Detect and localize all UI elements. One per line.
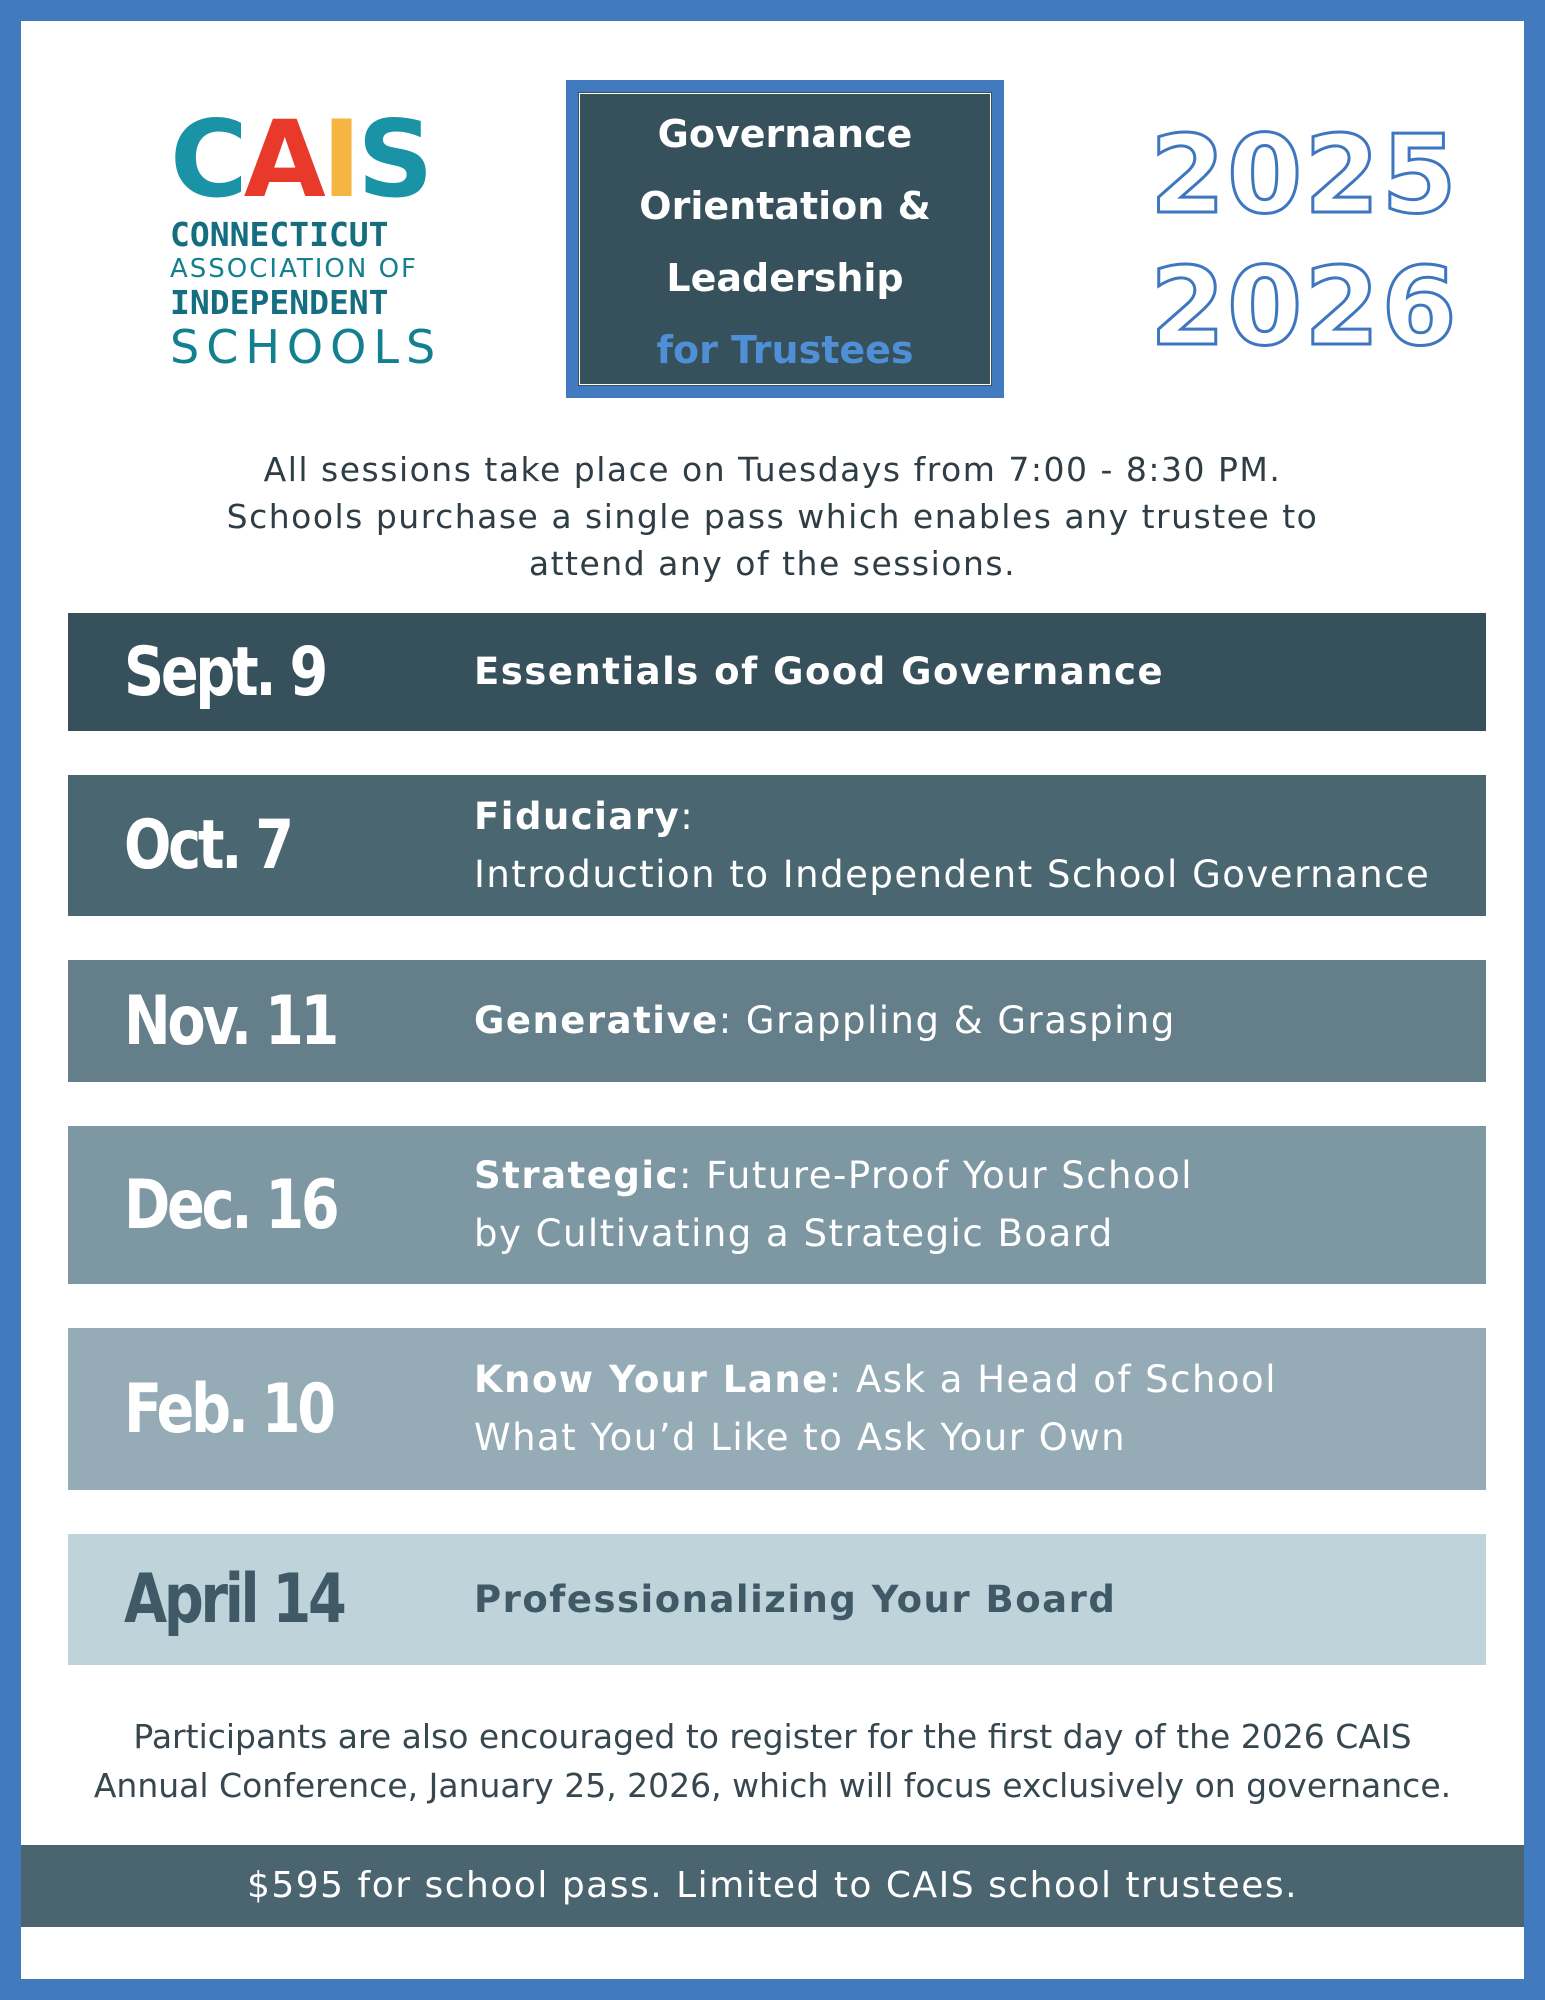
session-topic-line: [474, 992, 1474, 1050]
session-topic: [474, 1126, 1474, 1284]
logo-line-schools: SCHOOLS: [170, 320, 443, 374]
session-topic-line: [474, 1571, 1474, 1629]
session-topic-line: [474, 1351, 1474, 1409]
logo-letter-s: S: [357, 98, 430, 221]
session-row: [68, 1534, 1486, 1665]
session-topic-bold: Fiduciary: [474, 794, 681, 838]
logo-line-association: ASSOCIATION OF: [170, 254, 418, 284]
title-line-1: Governance: [657, 112, 913, 156]
session-date: Sept. 9: [124, 632, 325, 712]
program-years: [1150, 110, 1459, 374]
session-topic-rest: : Grappling & Grasping: [718, 999, 1176, 1042]
intro-line-1: All sessions take place on Tuesdays from 7:00 - 8:30 PM.: [263, 450, 1282, 489]
cais-logo: [170, 98, 450, 374]
session-topic: [474, 960, 1474, 1082]
title-line-2: Orientation &: [639, 184, 931, 228]
session-topic-rest: : Ask a Head of School: [828, 1358, 1277, 1401]
session-date: April 14: [124, 1560, 344, 1639]
session-date: Dec. 16: [124, 1165, 337, 1245]
closing-text: [40, 1712, 1505, 1810]
closing-line-1: Participants are also encouraged to register for the first day of the 2026 CAIS: [133, 1717, 1412, 1756]
session-topic-bold: Professionalizing Your Board: [474, 1577, 1117, 1621]
session-row: [68, 613, 1486, 731]
session-topic: [474, 613, 1474, 731]
session-topic-bold: Generative: [474, 999, 719, 1042]
session-topic-line: [474, 846, 1474, 904]
closing-line-2: Annual Conference, January 25, 2026, which will focus exclusively on governance.: [93, 1766, 1452, 1805]
intro-text: [120, 446, 1425, 587]
session-topic: [474, 1534, 1474, 1665]
logo-letter-a: A: [243, 98, 322, 221]
year-start: 2025: [1150, 113, 1459, 238]
logo-line-independent: INDEPENDENT: [170, 283, 389, 322]
year-end: 2026: [1150, 245, 1459, 370]
session-topic-rest: : Future-Proof Your School: [678, 1154, 1194, 1197]
session-topic-bold: Know Your Lane: [474, 1358, 829, 1401]
logo-line-connecticut: CONNECTICUT: [170, 215, 389, 254]
session-topic-rest: :: [680, 794, 695, 838]
session-topic-line: [474, 1205, 1474, 1263]
session-date: Oct. 7: [124, 806, 291, 885]
session-row: [68, 1328, 1486, 1490]
session-row: [68, 1126, 1486, 1284]
session-topic-line: [474, 1409, 1474, 1467]
logo-letter-i: I: [321, 98, 358, 221]
session-topic-line: [474, 788, 1474, 846]
session-row: [68, 960, 1486, 1082]
session-topic-bold: Strategic: [474, 1154, 679, 1197]
session-date: Feb. 10: [124, 1369, 333, 1449]
title-line-4: for Trustees: [656, 328, 914, 372]
session-topic-rest: by Cultivating a Strategic Board: [474, 1212, 1114, 1255]
title-line-3: Leadership: [666, 256, 904, 300]
price-footer-banner: $595 for school pass. Limited to CAIS school trustees.: [21, 1845, 1524, 1927]
session-row: [68, 775, 1486, 916]
session-topic-rest: Introduction to Independent School Governance: [474, 852, 1431, 896]
cais-logo-mark: [170, 98, 450, 221]
session-topic-rest: What You’d Like to Ask Your Own: [474, 1416, 1127, 1459]
logo-letter-c: C: [170, 98, 244, 221]
intro-line-3: attend any of the sessions.: [528, 544, 1017, 583]
session-topic-line: [474, 1147, 1474, 1205]
intro-line-2: Schools purchase a single pass which enables any trustee to: [226, 497, 1319, 536]
session-topic: [474, 1328, 1474, 1490]
session-date: Nov. 11: [124, 981, 337, 1061]
session-topic-bold: Essentials of Good Governance: [474, 650, 1165, 693]
session-topic: [474, 775, 1474, 916]
program-title-box: [566, 80, 1004, 398]
session-topic-line: [474, 643, 1474, 701]
